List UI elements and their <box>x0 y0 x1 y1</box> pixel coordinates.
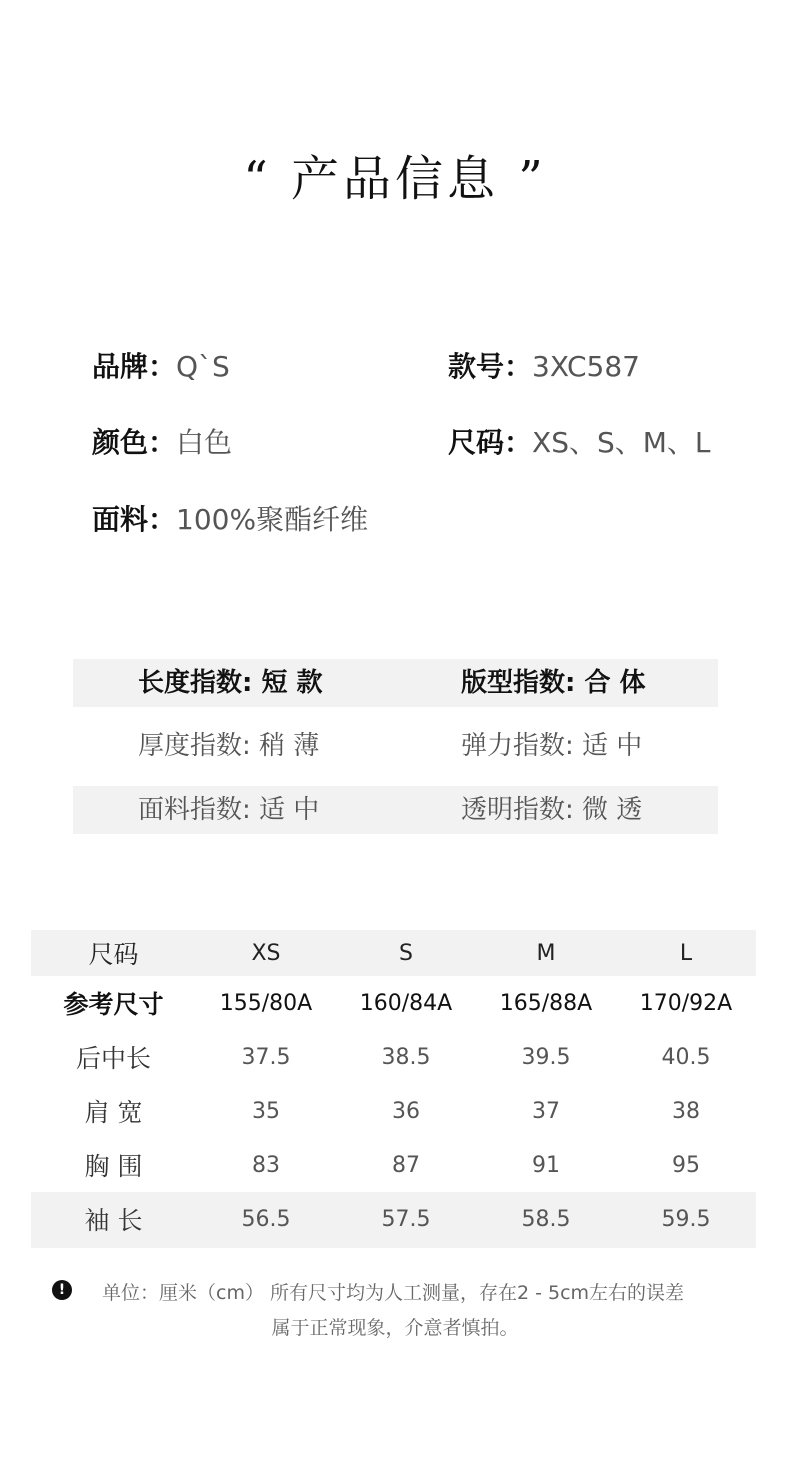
info-fabric <box>92 500 368 540</box>
header-cell: XS <box>251 940 281 966</box>
table-cell: 35 <box>252 1098 280 1124</box>
info-sizes-value: XS、S、M、L <box>532 426 711 459</box>
table-cell: 155/80A <box>219 990 313 1016</box>
note-line-1: 单位：厘米（cm） 所有尺寸均为人工测量，存在2 - 5cm左右的误差 <box>102 1282 685 1304</box>
table-row <box>31 1138 756 1192</box>
table-cell: 160/84A <box>359 990 453 1016</box>
header-cell: L <box>679 940 693 966</box>
index-transparency: 透明指数: 微 透 <box>461 795 643 825</box>
page-title: “ 产品信息 ” <box>243 151 547 207</box>
info-style-no-value: 3XC587 <box>532 350 640 383</box>
header-cell: S <box>399 940 413 966</box>
table-row <box>31 1084 756 1138</box>
table-cell: 57.5 <box>381 1206 431 1232</box>
table-cell: 39.5 <box>521 1044 571 1070</box>
row-label: 肩 宽 <box>84 1098 143 1127</box>
header-cell: 尺码 <box>88 940 139 969</box>
table-cell: 87 <box>392 1152 420 1178</box>
index-fit: 版型指数: 合 体 <box>461 668 646 698</box>
info-brand <box>92 347 230 387</box>
table-cell: 56.5 <box>241 1206 291 1232</box>
info-color <box>92 423 232 463</box>
table-cell: 165/88A <box>499 990 593 1016</box>
info-brand-value: Q`S <box>176 350 230 383</box>
row-label: 后中长 <box>75 1044 151 1073</box>
info-fabric-value: 100%聚酯纤维 <box>176 503 369 536</box>
table-cell: 91 <box>532 1152 560 1178</box>
info-color-value: 白色 <box>176 426 233 459</box>
table-cell: 38 <box>672 1098 700 1124</box>
table-cell: 37.5 <box>241 1044 291 1070</box>
size-table <box>31 930 756 1246</box>
table-cell: 83 <box>252 1152 280 1178</box>
index-elasticity: 弹力指数: 适 中 <box>461 731 643 761</box>
table-row <box>31 1030 756 1084</box>
index-fabric: 面料指数: 适 中 <box>138 795 320 825</box>
info-style-no <box>448 347 640 387</box>
table-row <box>31 976 756 1030</box>
info-sizes <box>448 423 711 463</box>
info-color-key: 颜色： <box>92 426 177 459</box>
info-sizes-key: 尺码： <box>448 426 533 459</box>
table-cell: 95 <box>672 1152 700 1178</box>
size-table-header <box>31 930 756 976</box>
table-cell: 40.5 <box>661 1044 711 1070</box>
note-line-2: 属于正常现象，介意者慎拍。 <box>271 1317 519 1339</box>
info-fabric-key: 面料： <box>92 503 177 536</box>
row-label: 参考尺寸 <box>63 990 164 1019</box>
info-style-no-key: 款号： <box>448 350 533 383</box>
index-length: 长度指数: 短 款 <box>138 668 323 698</box>
table-cell: 38.5 <box>381 1044 431 1070</box>
table-row <box>31 1192 756 1246</box>
table-cell: 170/92A <box>639 990 733 1016</box>
table-cell: 59.5 <box>661 1206 711 1232</box>
row-label: 袖 长 <box>84 1206 143 1235</box>
info-brand-key: 品牌： <box>92 350 177 383</box>
table-cell: 58.5 <box>521 1206 571 1232</box>
exclamation-icon: ! <box>52 1280 72 1300</box>
row-label: 胸 围 <box>84 1152 143 1181</box>
table-cell: 37 <box>532 1098 560 1124</box>
header-cell: M <box>536 940 556 966</box>
table-cell: 36 <box>392 1098 420 1124</box>
index-thickness: 厚度指数: 稍 薄 <box>138 731 320 761</box>
